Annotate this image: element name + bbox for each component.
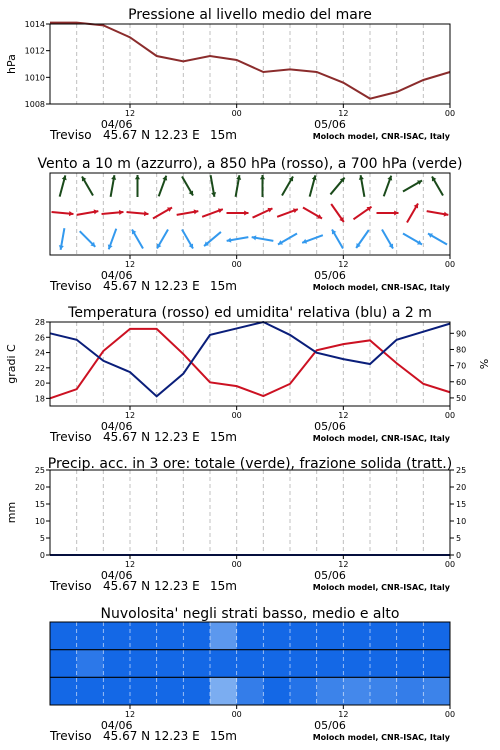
cloud-cell [157,677,184,705]
cloud-cell [210,677,237,705]
cloud-cell [290,677,317,705]
model-source: Moloch model, CNR-ISAC, Italy [312,733,450,742]
precip-y-tick-label: 15 [34,500,45,509]
wind-arrow [282,176,293,195]
cloud-cell [290,650,317,678]
wind-arrow [377,210,399,215]
x-tick-label: 00 [231,109,242,118]
cloud-cell [50,622,77,650]
cloud-cell [210,650,237,678]
wind-arrow [407,203,418,222]
x-tick-label: 00 [444,560,456,569]
cloud-cell [423,677,450,705]
wind-arrow [111,175,117,197]
cloud-cell [317,677,344,705]
wind-arrow [278,234,297,245]
location-name: Treviso [50,128,92,142]
wind-arrow [157,229,168,248]
cloud-cell [263,677,290,705]
cloud-cell [370,677,397,705]
model-source: Moloch model, CNR-ISAC, Italy [312,583,450,592]
date-label: 05/06 [314,269,346,282]
chart-title: Pressione al livello medio del mare [128,7,372,23]
wind-arrow [359,175,365,197]
cloud-cell [103,622,130,650]
x-tick-label: 12 [338,260,349,269]
x-tick-label: 12 [124,260,136,269]
cloud-cell [397,650,424,678]
location-elevation: 15m [210,279,237,293]
precip-y2-tick-label: 20 [456,483,467,492]
wind-arrow [403,180,422,191]
x-tick-label: 00 [444,260,456,269]
pressure-line [50,23,450,99]
cloud-cell [263,622,290,650]
pressure-frame [50,24,450,104]
x-tick-label: 12 [338,109,349,118]
pressure-y-tick-label: 1014 [24,20,45,29]
date-label: 05/06 [314,719,346,732]
date-label: 04/06 [100,269,133,282]
chart-title: Temperatura (rosso) ed umidita' relativa (blu) a 2 m [68,305,432,321]
wind-arrow [260,175,265,197]
cloud-cell [183,622,210,650]
wind-arrow [382,229,393,248]
wind-arrow [77,209,99,215]
cloud-cell [210,622,237,650]
model-source: Moloch model, CNR-ISAC, Italy [312,434,450,443]
precip-y2-tick-label: 15 [456,500,467,509]
pressure-y-tick-label: 1012 [24,46,45,56]
temp-y-tick-label: 20 [34,379,45,389]
cloud-cell [157,622,184,650]
temp-y-tick-label: 26 [34,333,45,343]
wind-arrow [427,211,449,217]
location-coords: 45.67 N 12.23 E [103,128,200,142]
wind-arrow [302,235,323,243]
wind-arrow [60,175,67,196]
wind-arrow-head [260,175,265,179]
date-label: 05/06 [314,569,346,582]
wind-arrow [428,233,447,244]
location-name: Treviso [50,579,92,593]
date-label: 04/06 [100,569,133,582]
humidity-line [50,322,450,396]
wind-arrow [403,234,422,245]
x-tick-label: 00 [444,710,456,719]
location-elevation: 15m [210,729,237,743]
wind-arrow [332,229,343,248]
wind-arrow-head [69,211,74,216]
wind-arrow [102,210,124,215]
chart-title: Precip. acc. in 3 ore: totale (verde), frazione solida (tratt.) [47,456,453,472]
wind-arrow-head [135,175,140,179]
cloud-cell [317,650,344,678]
cloud-cell [50,677,77,705]
precip-ylabel: mm [5,501,18,524]
wind-arrow [132,229,143,248]
x-tick-label: 00 [231,560,242,569]
location-name: Treviso [50,729,92,743]
wind-arrow [202,208,223,216]
wind-arrow [277,208,298,216]
date-label: 05/06 [314,118,346,131]
x-tick-label: 12 [124,411,136,420]
cloud-cell [370,622,397,650]
wind-arrow [353,207,371,220]
humidity-y-tick-label: 50 [456,393,467,403]
precip-y-tick-label: 10 [34,517,45,526]
location-name: Treviso [50,279,92,293]
wind-arrow [159,176,167,197]
location-elevation: 15m [210,579,237,593]
wind-arrow [310,175,317,196]
date-label: 04/06 [100,420,133,433]
wind-arrow [211,175,217,197]
cloud-cell [290,622,317,650]
precip-y2-tick-label: 25 [456,466,467,475]
temp-y-tick-label: 24 [34,348,45,358]
cloud-cell [183,650,210,678]
x-tick-label: 00 [444,109,456,118]
precip-y2-tick-label: 10 [456,517,467,526]
location-coords: 45.67 N 12.23 E [103,729,200,743]
location-coords: 45.67 N 12.23 E [103,579,200,593]
chart-title: Vento a 10 m (azzurro), a 850 hPa (rosso), a 700 hPa (verde) [37,156,463,172]
wind-arrow [252,235,274,241]
cloud-cell [397,622,424,650]
cloud-cell [77,650,104,678]
pressure-y-tick-label: 1008 [24,100,45,109]
wind-arrow [253,208,273,218]
wind-arrow [52,211,74,216]
cloud-cell [317,622,344,650]
cloud-cell [343,650,370,678]
pressure-y-tick-label: 1010 [24,73,45,83]
wind-arrow [108,229,116,250]
cloud-cell [183,677,210,705]
x-tick-label: 12 [338,560,349,569]
cloud-cell [103,650,130,678]
wind-arrow [80,231,96,247]
cloud-cell [343,622,370,650]
location-elevation: 15m [210,128,237,142]
x-tick-label: 00 [231,411,242,420]
temp-y-tick-label: 18 [34,394,45,404]
wind-arrow [182,176,193,195]
cloud-cell [237,677,264,705]
location-name: Treviso [50,430,92,444]
cloud-cell [397,677,424,705]
cloud-cell [263,650,290,678]
x-tick-label: 12 [338,710,349,719]
model-source: Moloch model, CNR-ISAC, Italy [312,283,450,292]
precip-y-tick-label: 25 [34,466,45,475]
cloud-cell [103,677,130,705]
wind-arrow [227,210,249,215]
cloud-cell [423,650,450,678]
wind-arrow [331,204,344,222]
cloud-cell [77,677,104,705]
cloud-cell [370,650,397,678]
cloud-cell [157,650,184,678]
x-tick-label: 12 [338,411,349,420]
humidity-y-tick-label: 70 [456,361,467,371]
temp-y-tick-label: 28 [34,318,45,327]
wind-arrow [303,208,322,219]
humidity-y-tick-label: 90 [456,329,467,339]
wind-arrow [330,178,344,195]
wind-arrow [227,237,249,243]
date-label: 05/06 [314,420,346,433]
cloud-cell [237,650,264,678]
date-label: 04/06 [100,719,133,732]
humidity-y-tick-label: 80 [456,345,467,355]
precip-y2-tick-label: 5 [456,534,462,543]
precip-y-tick-label: 20 [34,483,45,492]
cloud-cell [237,622,264,650]
location-coords: 45.67 N 12.23 E [103,279,200,293]
cloud-cell [50,650,77,678]
humidity-ylabel: % [478,358,491,370]
wind-arrow [135,175,140,197]
cloud-cell [130,622,157,650]
x-tick-label: 00 [444,411,456,420]
wind-arrow-head [119,210,124,215]
cloud-cell [130,650,157,678]
date-label: 04/06 [100,118,133,131]
x-tick-label: 00 [231,710,242,719]
x-tick-label: 12 [124,560,136,569]
precip-y2-tick-label: 0 [456,551,462,560]
wind-arrow [204,232,221,246]
cloud-cell [130,677,157,705]
temp-ylabel: gradi C [5,344,18,384]
wind-arrow [153,207,172,218]
wind-arrow-head [144,211,149,216]
cloud-cell [343,677,370,705]
wind-arrow [356,230,369,248]
x-tick-label: 00 [231,260,242,269]
cloud-cell [423,622,450,650]
x-tick-label: 12 [124,109,136,118]
wind-arrow [236,175,242,197]
wind-arrow [177,209,199,215]
precip-frame [50,470,450,555]
model-source: Moloch model, CNR-ISAC, Italy [312,132,450,141]
location-coords: 45.67 N 12.23 E [103,430,200,444]
precip-y-tick-label: 0 [39,551,45,560]
cloud-cell [77,622,104,650]
chart-title: Nuvolosita' negli strati basso, medio e alto [100,606,400,622]
precip-y-tick-label: 5 [39,534,45,543]
wind-arrow [59,228,65,250]
temp-y-tick-label: 22 [34,363,45,373]
humidity-y-tick-label: 60 [456,377,467,387]
x-tick-label: 12 [124,710,136,719]
wind-arrow [82,176,93,195]
pressure-ylabel: hPa [5,54,18,74]
wind-arrow [384,176,392,197]
location-elevation: 15m [210,430,237,444]
wind-arrow [432,176,443,195]
wind-arrow-head [244,210,248,215]
